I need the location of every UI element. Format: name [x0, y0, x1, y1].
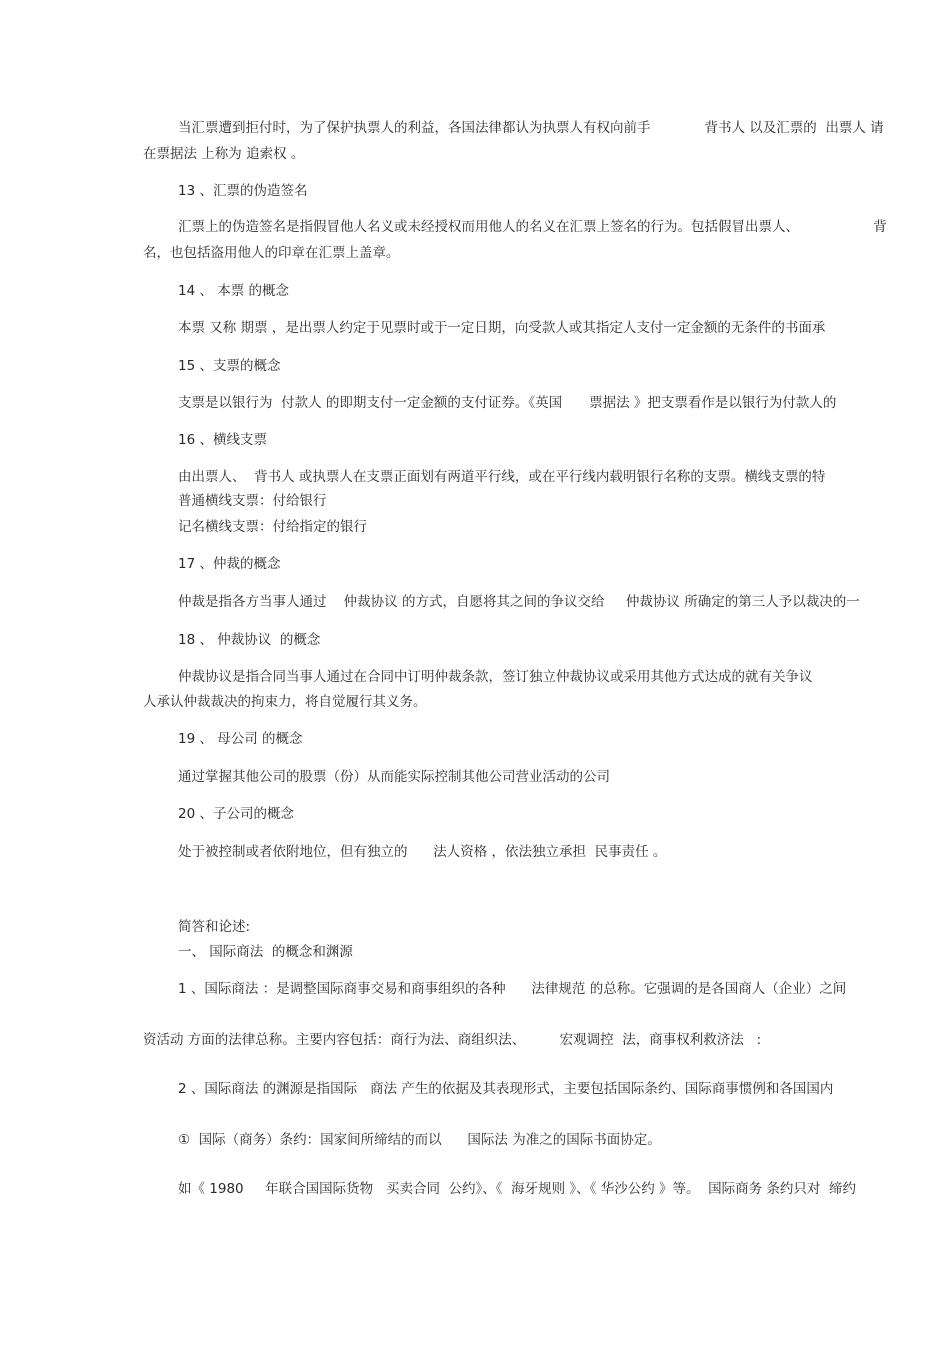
- heading-18-arbitration-agreement: 18 、 仲裁协议 的概念: [178, 632, 321, 648]
- paragraph-sources: 2 、国际商法 的渊源是指国际 商法 产生的依据及其表现形式，主要包括国际条约、国际商事惯例和各国国内: [178, 1081, 834, 1097]
- paragraph-treaty-examples: 如《 1980 年联合国国际货物 买卖合同 公约》、《 海牙规则 》、《 华沙公约 》等。 国际商务 条约只对 缔约: [178, 1181, 856, 1197]
- paragraph-forged-signature-line-2: 名，也包括盗用他人的印章在汇票上盖章。: [143, 245, 400, 261]
- paragraph-recourse-line-1: 当汇票遭到拒付时，为了保护执票人的利益，各国法律都认为执票人有权向前手 背书人 以及汇票的 出票人 请: [178, 120, 884, 136]
- paragraph-subsidiary: 处于被控制或者依附地位，但有独立的 法人资格 ，依法独立承担 民事责任 。: [178, 844, 667, 860]
- heading-16-crossed-cheque: 16 、横线支票: [178, 432, 267, 448]
- heading-13-forged-signature: 13 、汇票的伪造签名: [178, 183, 308, 199]
- paragraph-international-commercial-law-1: 1 、国际商法 ：是调整国际商事交易和商事组织的各种 法律规范 的总称。它强调的是各国商人（企业）之间: [178, 981, 847, 997]
- heading-part-one: 一、 国际商法 的概念和渊源: [178, 944, 353, 960]
- heading-17-arbitration: 17 、仲裁的概念: [178, 556, 281, 572]
- paragraph-arbitration: 仲裁是指各方当事人通过 仲裁协议 的方式，自愿将其之间的争议交给 仲裁协议 所确定的第三人予以裁决的一: [178, 594, 860, 610]
- paragraph-general-crossing: 普通横线支票：付给银行: [178, 493, 327, 509]
- paragraph-arbitration-agreement-line-2: 人承认仲裁裁决的拘束力，将自觉履行其义务。: [143, 694, 427, 710]
- heading-19-parent-company: 19 、 母公司 的概念: [178, 731, 303, 747]
- paragraph-international-commercial-law-1-cont: 资活动 方面的法律总称。主要内容包括：商行为法、商组织法、 宏观调控 法，商事权利救济法 :: [143, 1032, 762, 1048]
- paragraph-parent-company: 通过掌握其他公司的股票（份）从而能实际控制其他公司营业活动的公司: [178, 769, 610, 785]
- heading-20-subsidiary: 20 、子公司的概念: [178, 806, 294, 822]
- paragraph-forged-signature-line-1: 汇票上的伪造签名是指假冒他人名义或未经授权而用他人的名义在汇票上签名的行为。包括假冒出票人、 背: [178, 219, 887, 235]
- section-heading-short-answer: 简答和论述:: [178, 919, 251, 935]
- paragraph-promissory-note: 本票 又称 期票 ，是出票人约定于见票时或于一定日期，向受款人或其指定人支付一定金额的无条件的书面承: [178, 320, 826, 336]
- heading-14-promissory-note: 14 、 本票 的概念: [178, 283, 290, 299]
- heading-15-cheque: 15 、支票的概念: [178, 358, 281, 374]
- paragraph-arbitration-agreement-line-1: 仲裁协议是指合同当事人通过在合同中订明仲裁条款，签订独立仲裁协议或采用其他方式达成的就有关争议: [178, 669, 813, 685]
- paragraph-treaties: ① 国际（商务）条约：国家间所缔结的而以 国际法 为准之的国际书面协定。: [178, 1132, 661, 1148]
- paragraph-special-crossing: 记名横线支票：付给指定的银行: [178, 519, 367, 535]
- paragraph-cheque: 支票是以银行为 付款人 的即期支付一定金额的支付证券。《英国 票据法 》把支票看作是以银行为付款人的: [178, 395, 837, 411]
- paragraph-crossed-cheque: 由出票人、 背书人 或执票人在支票正面划有两道平行线，或在平行线内载明银行名称的支票。横线支票的特: [178, 469, 826, 485]
- paragraph-recourse-line-2: 在票据法 上称为 追索权 。: [143, 146, 305, 162]
